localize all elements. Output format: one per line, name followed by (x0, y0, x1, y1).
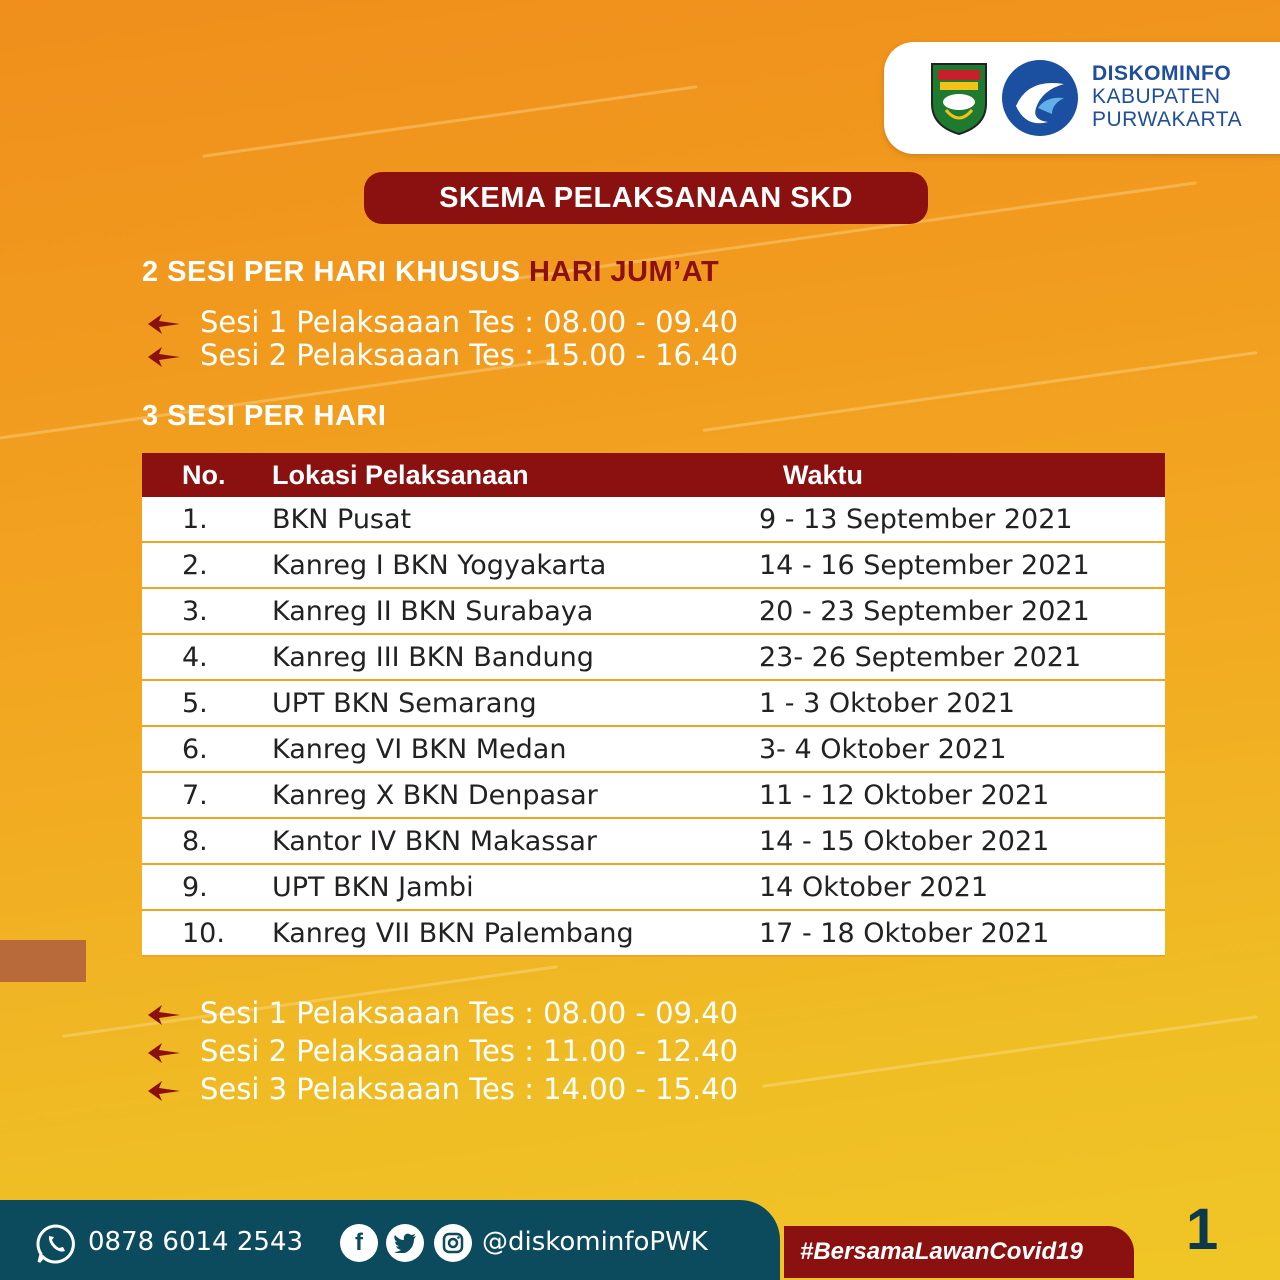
table-row (142, 634, 1165, 680)
section2-session-3 (146, 1072, 738, 1106)
section1-heading (142, 256, 719, 289)
cell-no: 7. (142, 772, 272, 818)
section1-heading-accent: HARI JUM’AT (528, 256, 720, 288)
cell-no: 9. (142, 864, 272, 910)
cell-location: Kanreg X BKN Denpasar (272, 772, 759, 818)
table-row (142, 772, 1165, 818)
kominfo-logo-icon (998, 56, 1082, 140)
cell-time: 14 Oktober 2021 (759, 864, 1165, 910)
cell-no: 2. (142, 542, 272, 588)
col-header-location: Lokasi Pelaksanaan (272, 453, 759, 497)
arrow-icon (146, 1041, 182, 1065)
session-text: Sesi 2 Pelaksaaan Tes : 11.00 - 12.40 (200, 1034, 739, 1068)
org-line3: PURWAKARTA (1092, 108, 1243, 131)
cell-location: Kanreg II BKN Surabaya (272, 588, 759, 634)
table-row (142, 497, 1165, 542)
cell-no: 4. (142, 634, 272, 680)
hashtag-badge: #BersamaLawanCovid19 (784, 1226, 1134, 1278)
twitter-icon[interactable] (386, 1224, 424, 1262)
cell-time: 1 - 3 Oktober 2021 (759, 680, 1165, 726)
page-title: SKEMA PELAKSANAAN SKD (364, 172, 928, 224)
cell-no: 8. (142, 818, 272, 864)
cell-no: 1. (142, 497, 272, 542)
arrow-icon (146, 312, 182, 336)
cell-no: 5. (142, 680, 272, 726)
table-row (142, 680, 1165, 726)
cell-time: 20 - 23 September 2021 (759, 588, 1165, 634)
cell-time: 3- 4 Oktober 2021 (759, 726, 1165, 772)
col-header-time: Waktu (759, 453, 1165, 497)
table-row (142, 864, 1165, 910)
cell-no: 10. (142, 910, 272, 956)
cell-location: Kanreg III BKN Bandung (272, 634, 759, 680)
section2-session-2 (146, 1034, 738, 1068)
section2-heading: 3 SESI PER HARI (142, 400, 387, 432)
table-row (142, 542, 1165, 588)
page-number: 1 (1186, 1197, 1219, 1262)
section2-session-1 (146, 996, 738, 1030)
footer-handle[interactable]: @diskominfoPWK (482, 1227, 708, 1257)
purwakarta-crest-icon (928, 60, 990, 136)
table-row (142, 818, 1165, 864)
cell-location: Kanreg I BKN Yogyakarta (272, 542, 759, 588)
whatsapp-icon (34, 1222, 78, 1266)
cell-time: 17 - 18 Oktober 2021 (759, 910, 1165, 956)
cell-time: 14 - 15 Oktober 2021 (759, 818, 1165, 864)
table-row (142, 910, 1165, 956)
section1-session-2 (146, 338, 738, 372)
session-text: Sesi 1 Pelaksaaan Tes : 08.00 - 09.40 (200, 305, 739, 339)
cell-no: 6. (142, 726, 272, 772)
session-text: Sesi 2 Pelaksaaan Tes : 15.00 - 16.40 (200, 338, 739, 372)
session-text: Sesi 1 Pelaksaaan Tes : 08.00 - 09.40 (200, 996, 739, 1030)
arrow-icon (146, 1079, 182, 1103)
cell-location: UPT BKN Jambi (272, 864, 759, 910)
section1-session-1 (146, 305, 738, 339)
org-line2: KABUPATEN (1092, 85, 1221, 108)
cell-time: 11 - 12 Oktober 2021 (759, 772, 1165, 818)
arrow-icon (146, 1003, 182, 1027)
table-row (142, 726, 1165, 772)
session-text: Sesi 3 Pelaksaaan Tes : 14.00 - 15.40 (200, 1072, 739, 1106)
instagram-icon[interactable] (434, 1224, 472, 1262)
cell-location: Kanreg VII BKN Palembang (272, 910, 759, 956)
cell-time: 9 - 13 September 2021 (759, 497, 1165, 542)
footer-phone[interactable]: 0878 6014 2543 (88, 1227, 304, 1257)
cell-location: UPT BKN Semarang (272, 680, 759, 726)
section1-heading-main: 2 SESI PER HARI KHUSUS (142, 256, 529, 288)
org-name (1092, 62, 1242, 131)
org-line1: DISKOMINFO (1092, 62, 1232, 85)
col-header-no: No. (142, 453, 272, 497)
table-row (142, 588, 1165, 634)
facebook-icon[interactable]: f (340, 1224, 378, 1262)
cell-no: 3. (142, 588, 272, 634)
cell-location: Kantor IV BKN Makassar (272, 818, 759, 864)
cell-time: 14 - 16 September 2021 (759, 542, 1165, 588)
cell-location: BKN Pusat (272, 497, 759, 542)
cell-time: 23- 26 September 2021 (759, 634, 1165, 680)
schedule-table (142, 453, 1165, 957)
table-header-row (142, 453, 1165, 497)
arrow-icon (146, 345, 182, 369)
cell-location: Kanreg VI BKN Medan (272, 726, 759, 772)
side-accent-block (0, 940, 86, 982)
